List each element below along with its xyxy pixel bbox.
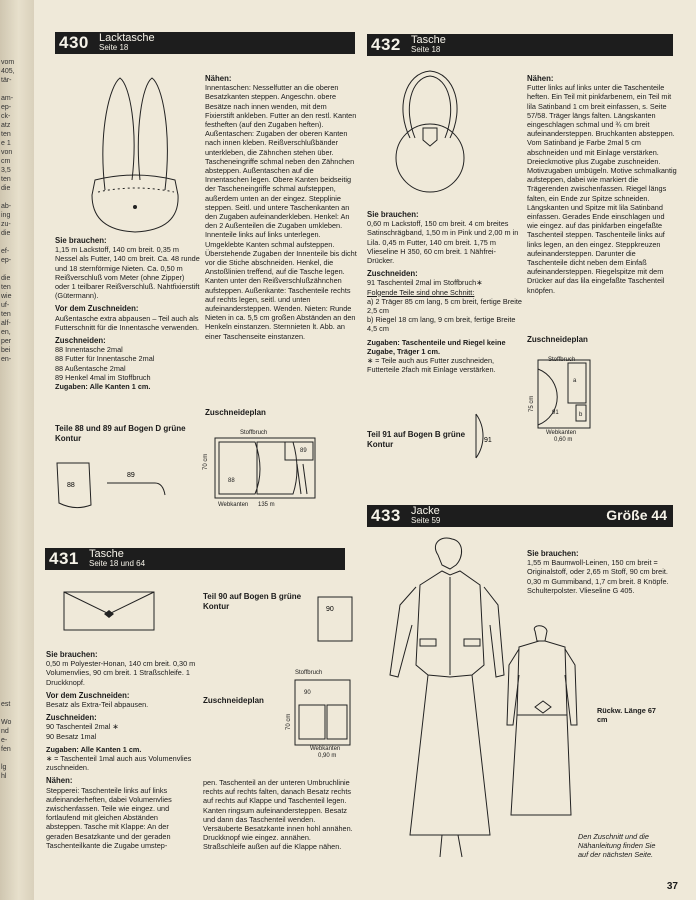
teil-431-label: Teil 90 auf Bogen B grüne Kontur	[203, 592, 302, 611]
brauchen-heading: Sie brauchen:	[55, 236, 107, 245]
pattern-number: 431	[49, 549, 79, 568]
stern-text: ∗ = Teile auch aus Futter zuschneiden, Futterteile 2fach mit Einlage verstärken.	[367, 356, 496, 375]
page-number: 37	[666, 881, 678, 892]
plan-height: 75 cm	[529, 395, 535, 412]
naehen-text: Stepperei: Taschenteile links auf links aufeinanderheften, dabei Volumenvlies zwischenfassen. Teile wie eingez. und fortlaufend mit gleichen Abständen absteppen. Tasche mit Klappe: An der geraden Besatzkante und der geraden Taschenteilkante die Zugabe umstep-	[46, 785, 172, 850]
plan-stoffbruch: Stoffbruch	[548, 357, 576, 363]
plan-stoffbruch: Stoffbruch	[240, 430, 268, 436]
vor-heading: Vor dem Zuschneiden:	[55, 304, 139, 314]
plan-height: 70 cm	[286, 713, 292, 730]
left-page-gutter	[0, 0, 34, 900]
brauchen-heading: Sie brauchen:	[527, 549, 579, 558]
pattern-ref: Seite 18	[411, 45, 441, 54]
note-433: Den Zuschnitt und die Nähanleitung finden Sie auf der nächsten Seite.	[578, 832, 656, 860]
plan-88: 88	[228, 478, 235, 484]
zuschneiden-heading: Zuschneiden:	[46, 713, 97, 723]
header-431	[45, 548, 345, 570]
svg-text:91: 91	[484, 437, 492, 444]
naehen-text: Innentaschen: Nesselfutter an die oberen Besatzkanten steppen. Angeschn. obere Besätze nach innen wenden, mit dem Fixierstift ankleben. Futter an den restl. Kanten festheften (auf den Zugaben heften). Außentaschen: Zugaben der oberen Kanten nach innen kleben. Reißverschlußbänder unterkleben, die Zähnchen stehen über. Tascheneingriffe schmal neben den Zähnchen absteppen. Außentaschen auf die Innentaschen legen. Obere Kanten beidseitig der Tascheneingriffe schmal aufsteppen, außerdem unten an der eingez. Stepplinie steppen. Seitl. und untere Taschenkanten an den Zugaben aufeinanderkleben. Henkel: An den 2 Außenteilen die Zugaben umkleben. Innenteile links auf links unterlegen. Umgeklebte Kanten schmal aufsteppen. Überstehende Zugaben der Innenteile bis dicht vor die Stiche abschneiden. Henkel, die Anstoßlinien treffend, auf die Tasche legen. Kanten unter den Reißverschlußzähnchen aufsteppen. Außenkante: Taschenteile rechts auf rechts legen, seitl. und unten aufeinandersteppen. Wenden. Nieten: Runde Nieten in ca. 5,5 cm großen Abständen an den Henkeln einstanzen. Sternnieten lt. Abb. an einer Taschenseite einstanzen.	[205, 83, 357, 341]
brauchen-text: 1,15 m Lackstoff, 140 cm breit. 0,35 m Nessel als Futter, 140 cm breit. Ca. 48 runde und 18 sternförmige Nieten. Ca. 0,50 m Reißverschluß vom Meter (ohne Zipper) oder 1 teilbarer Reißverschluß. Nahtfixierstift (Gütermann).	[55, 245, 200, 301]
section-432-right	[527, 70, 677, 295]
svg-text:90: 90	[326, 606, 334, 613]
plan-stoffbruch: Stoffbruch	[295, 670, 323, 676]
pattern-number: 430	[59, 33, 89, 52]
zuschneiden-item: 91 Taschenteil 2mal im Stoffbruch∗	[367, 278, 483, 288]
zugaben-text: Zugaben: Alle Kanten 1 cm.	[46, 744, 142, 754]
section-432-left	[367, 206, 522, 374]
section-431-left	[46, 646, 196, 850]
pattern-title: Lacktasche	[99, 32, 155, 44]
header-430	[55, 32, 355, 54]
cutting-plan-432	[528, 355, 603, 435]
gutter-text-top: vom 405, tär- am- ep- ck- atz ten e 1 von cm 3,5 ten die ab- ing zu- die ef- ep- die ten wie uf- ten alf- en, per bei en-	[1, 59, 15, 363]
pattern-number: 432	[371, 35, 401, 54]
plan-b: b	[579, 412, 583, 418]
plan-webkanten: Webkanten	[310, 746, 341, 752]
jacke-front-illustration	[380, 535, 520, 865]
gutter-text-bottom: est Wo nd e- fen lg hl	[1, 701, 12, 780]
plan-width: 0,60 m	[554, 437, 573, 443]
vor-text: Besatz als Extra-Teil abpausen.	[46, 700, 149, 710]
pattern-number: 433	[371, 506, 401, 525]
plan-89: 89	[300, 448, 307, 454]
plan-91: 91	[552, 410, 559, 416]
plan-webkanten: Webkanten	[218, 502, 249, 508]
zuschneiden-item: 89 Henkel 4mal im Stoffbruch	[55, 372, 151, 382]
section-430-right	[205, 70, 357, 341]
naehen-text: Futter links auf links unter die Taschenteile heften. Ein Teil mit pinkfarbenem, ein Teil mit lila Satinband 1 cm breit einfassen, s. Seite 57/58. Träger längs falten. Längskanten eingeschlagen schmal und ¾ cm breit aufeinandersteppen. Bruchkanten absteppen. Vom Satinband je Farbe 2mal 5 cm abschneiden und mit Einlage verstärken. Dreieckmotive plus Zugabe zuschneiden. Motivzugaben umbügeln. Motive schmalkantig aufsteppen, dabei wie markiert die Trägerenden zwischenfassen. Riegel längs falten, ein Ende zur Spitze schneiden. Längskanten und Spitze mit lila Satinband einfassen. Gerades Ende einschlagen und wie eingez. auf das pinkfarben eingefaßte Taschenteil steppen. Taschenteile links auf links legen, an den eingez. Steppkreuzen aufeinandersteppen. Darunter die Taschenteile dicht neben dem Einfaß aufeinandersteppen. Riegelspitze mit dem Drücker auf das lila eingefaßte Taschenteil knöpfen.	[527, 83, 677, 295]
brauchen-text: 0,50 m Polyester-Honan, 140 cm breit. 0,30 m Volumenvlies, 90 cm breit. 1 Straßschleife. 1 Druckknopf.	[46, 659, 196, 687]
piece-89-label: 89	[127, 472, 135, 479]
plan-90: 90	[304, 690, 311, 696]
header-433	[367, 505, 673, 527]
zuschneiden-item: b) Riegel 18 cm lang, 9 cm breit, fertige Breite 4,5 cm	[367, 315, 516, 334]
zuschneiden-item: 88 Innentasche 2mal	[55, 345, 123, 355]
plan-webkanten: Webkanten	[546, 430, 577, 436]
vor-text: Außentasche extra abpausen – Teil auch als Futterschnitt für die Innentasche verwenden.	[55, 313, 199, 332]
tasche-432-illustration	[385, 68, 475, 193]
zuschneideplan-430-heading: Zuschneideplan	[205, 408, 266, 417]
section-430-left	[55, 232, 200, 391]
pattern-ref: Seite 18	[99, 43, 129, 52]
zugaben-text: Zugaben: Taschenteile und Riegel keine Zugabe, Träger 1 cm.	[367, 337, 506, 356]
zuschneideplan-432-heading: Zuschneideplan	[527, 335, 588, 344]
plan-a: a	[573, 378, 577, 384]
zuschneiden-item: 90 Taschenteil 2mal ∗	[46, 722, 119, 732]
zuschneideplan-431-heading: Zuschneideplan	[203, 696, 264, 705]
pattern-piece-90	[316, 595, 356, 645]
pattern-piece-91	[474, 412, 514, 462]
brauchen-heading: Sie brauchen:	[46, 650, 98, 659]
zuschneiden-item: 88 Futter für Innentasche 2mal	[55, 354, 155, 364]
naehen-heading: Nähen:	[527, 74, 554, 83]
size-label: Größe 44	[606, 507, 667, 523]
jacke-back-illustration	[505, 625, 585, 825]
pattern-ref: Seite 18 und 64	[89, 559, 146, 568]
zugaben-text: Zugaben: Alle Kanten 1 cm.	[55, 382, 151, 392]
tasche-431-illustration	[62, 590, 162, 635]
pattern-pieces-88-89	[55, 455, 205, 515]
teil-430-label: Teile 88 und 89 auf Bogen D grüne Kontur	[55, 424, 186, 443]
brauchen-heading: Sie brauchen:	[367, 210, 419, 219]
pattern-title: Jacke	[411, 505, 440, 517]
pattern-ref: Seite 59	[411, 516, 441, 525]
zuschneiden-item: a) 2 Träger 85 cm lang, 5 cm breit, fertige Breite 2,5 cm	[367, 296, 522, 316]
vor-heading: Vor dem Zuschneiden:	[46, 690, 130, 700]
piece-88-label: 88	[67, 482, 75, 489]
stern-text: ∗ = Taschenteil 1mal auch aus Volumenvlies zuschneiden.	[46, 754, 192, 773]
brauchen-text: 0,60 m Lackstoff, 150 cm breit. 4 cm breites Satinschrägband, 1,50 m in Pink und 2,00 m in Lila. 0,45 m Futter, 140 cm breit. 1,75 m Vlieseline H 350, 60 cm breit. 1 Nähfrei-Drücker.	[367, 219, 519, 266]
pattern-title: Tasche	[411, 34, 446, 46]
rueckw-laenge: Rückw. Länge 67 cm	[597, 706, 656, 725]
zuschneiden-item: 90 Besatz 1mal	[46, 731, 97, 741]
header-432	[367, 34, 673, 56]
plan-width: 0,90 m	[318, 753, 337, 759]
lacktasche-illustration	[80, 70, 190, 230]
naehen-heading: Nähen:	[46, 776, 73, 786]
zuschneiden-heading: Zuschneiden:	[55, 336, 106, 346]
section-433-brauchen	[527, 545, 675, 595]
naehen-heading: Nähen:	[205, 74, 232, 83]
pattern-title: Tasche	[89, 548, 124, 560]
section-431-cont: pen. Taschenteil an der unteren Umbruchlinie rechts auf rechts falten, danach Besatz rechts auf rechts auf Klappe und Taschenteil legen. Kanten ringsum aufeinandersteppen. Besatz und dann das Taschenteil wenden. Versäuberte Besatzkante innen hohl annähen. Druckknopf wie eingez. annähen. Straßschleife außen auf die Klappe nähen.	[203, 778, 353, 852]
plan-height: 70 cm	[203, 453, 209, 470]
plan-width: 135 m	[258, 502, 275, 508]
brauchen-text: 1,55 m Baumwoll-Leinen, 150 cm breit = Originalstoff, oder 2,65 m Stoff, 90 cm breit. 0,30 m Gummiband, 1,7 cm breit. 8 Knöpfe. Schulterpolster. Vlieseline G 405.	[527, 558, 669, 595]
zuschneiden-item: 88 Außentasche 2mal	[55, 363, 126, 373]
teil-432-label: Teil 91 auf Bogen B grüne Kontur	[367, 430, 466, 449]
cutting-plan-430	[205, 430, 325, 510]
cutting-plan-431	[285, 675, 360, 755]
zuschneiden-heading: Zuschneiden:	[367, 269, 418, 279]
zuschneiden-ohne-schnitt: Folgende Teile sind ohne Schnitt:	[367, 287, 475, 297]
